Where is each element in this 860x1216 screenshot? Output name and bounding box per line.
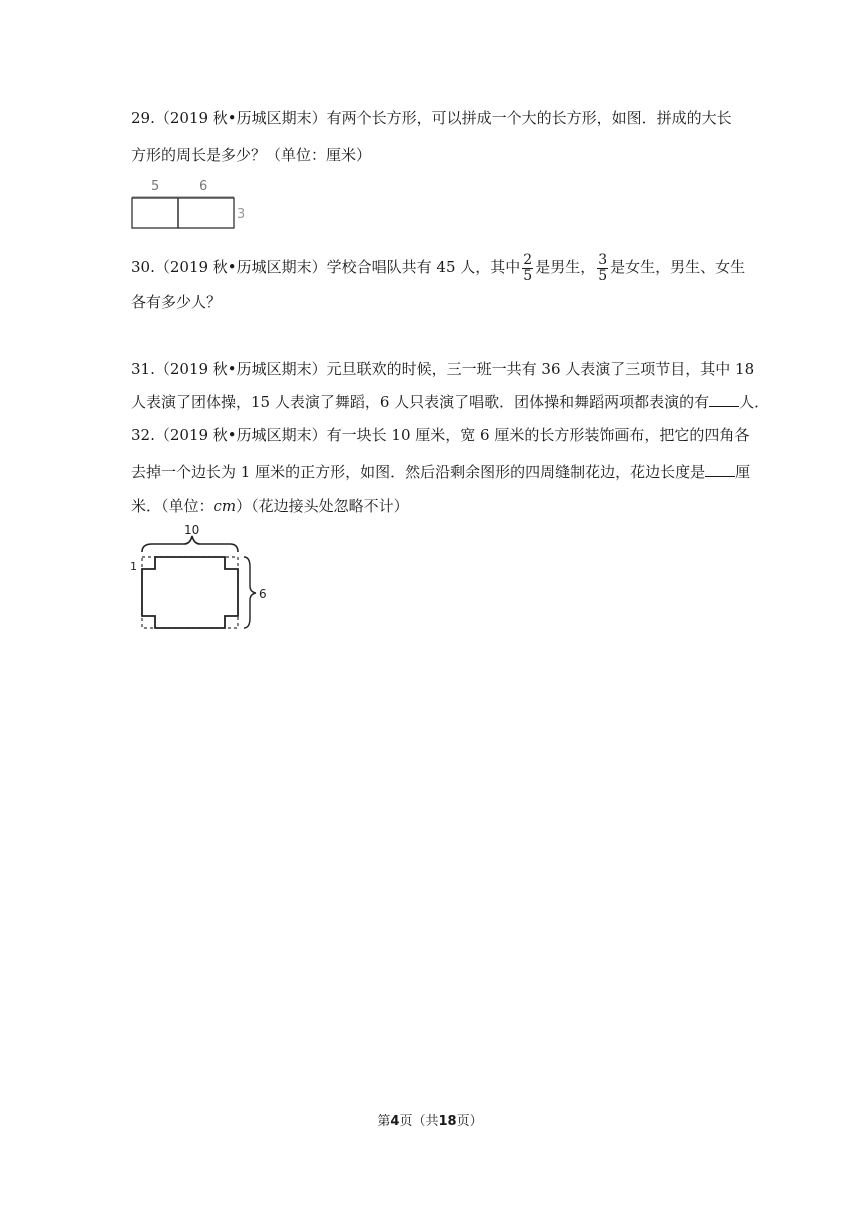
current-page-number: 4 (390, 1114, 400, 1129)
question-32-line-3 (131, 496, 409, 516)
question-32-text-d: ）（花边接头处忽略不计） (236, 497, 409, 515)
label-corner-size: 1 (130, 560, 137, 573)
top-brace (142, 536, 238, 552)
page-footer (0, 1110, 860, 1129)
question-32-line-2 (131, 462, 750, 482)
question-32-figure (126, 522, 276, 634)
question-30-text-c: 是女生，男生、女生 (610, 258, 746, 276)
question-30-text-b: 是男生， (535, 258, 596, 276)
question-31-text-a: 人表演了团体操，15 人表演了舞蹈，6 人只表演了唱歌．团体操和舞蹈两项都表演的有 (131, 393, 710, 411)
label-length: 10 (184, 523, 200, 537)
question-31-line-1: 31.（2019 秋•历城区期末）元旦联欢的时候，三一班一共有 36 人表演了三项节目，其中 18 (131, 360, 755, 378)
unit-cm: cm (213, 497, 237, 515)
total-pages-number: 18 (438, 1114, 457, 1129)
question-30-line-1 (131, 250, 745, 284)
label-width-right: 6 (199, 179, 208, 194)
question-32-text-b: 厘 (735, 463, 751, 481)
question-29-figure (128, 176, 258, 234)
fraction-2-denominator: 5 (598, 267, 608, 284)
answer-blank[interactable] (709, 392, 739, 407)
remaining-shape (142, 557, 238, 628)
label-height: 3 (237, 207, 246, 222)
question-32-text-a: 去掉一个边长为 1 厘米的正方形，如图．然后沿剩余图形的四周缝制花边，花边长度是 (131, 463, 706, 481)
question-32-line-1: 32.（2019 秋•历城区期末）有一块长 10 厘米，宽 6 厘米的长方形装饰画布，把它的四角各 (131, 426, 750, 444)
left-rectangle (132, 198, 178, 228)
right-rectangle (178, 198, 234, 228)
question-29-line-1: 29.（2019 秋•历城区期末）有两个长方形，可以拼成一个大的长方形，如图．拼成的大长 (131, 109, 732, 127)
question-30-line-2: 各有多少人？ (131, 293, 222, 311)
fraction-two-fifths (522, 253, 533, 284)
footer-mid: 页（共 (399, 1114, 439, 1129)
fraction-2-numerator: 3 (598, 251, 608, 268)
footer-prefix: 第 (377, 1114, 391, 1129)
label-width-left: 5 (151, 179, 160, 194)
question-29-line-2: 方形的周长是多少？（单位：厘米） (131, 146, 372, 164)
answer-blank[interactable] (705, 462, 735, 477)
question-30-text-a: 30.（2019 秋•历城区期末）学校合唱队共有 45 人，其中 (131, 258, 521, 276)
question-32-text-c: 米．（单位： (131, 497, 214, 515)
side-brace (244, 557, 256, 628)
question-31-line-2 (131, 392, 769, 412)
fraction-1-denominator: 5 (523, 267, 533, 284)
fraction-1-numerator: 2 (523, 251, 533, 268)
fraction-three-fifths (597, 253, 608, 284)
label-width: 6 (259, 587, 267, 601)
footer-suffix: 页） (456, 1114, 483, 1129)
question-31-text-b: 人． (739, 393, 770, 411)
